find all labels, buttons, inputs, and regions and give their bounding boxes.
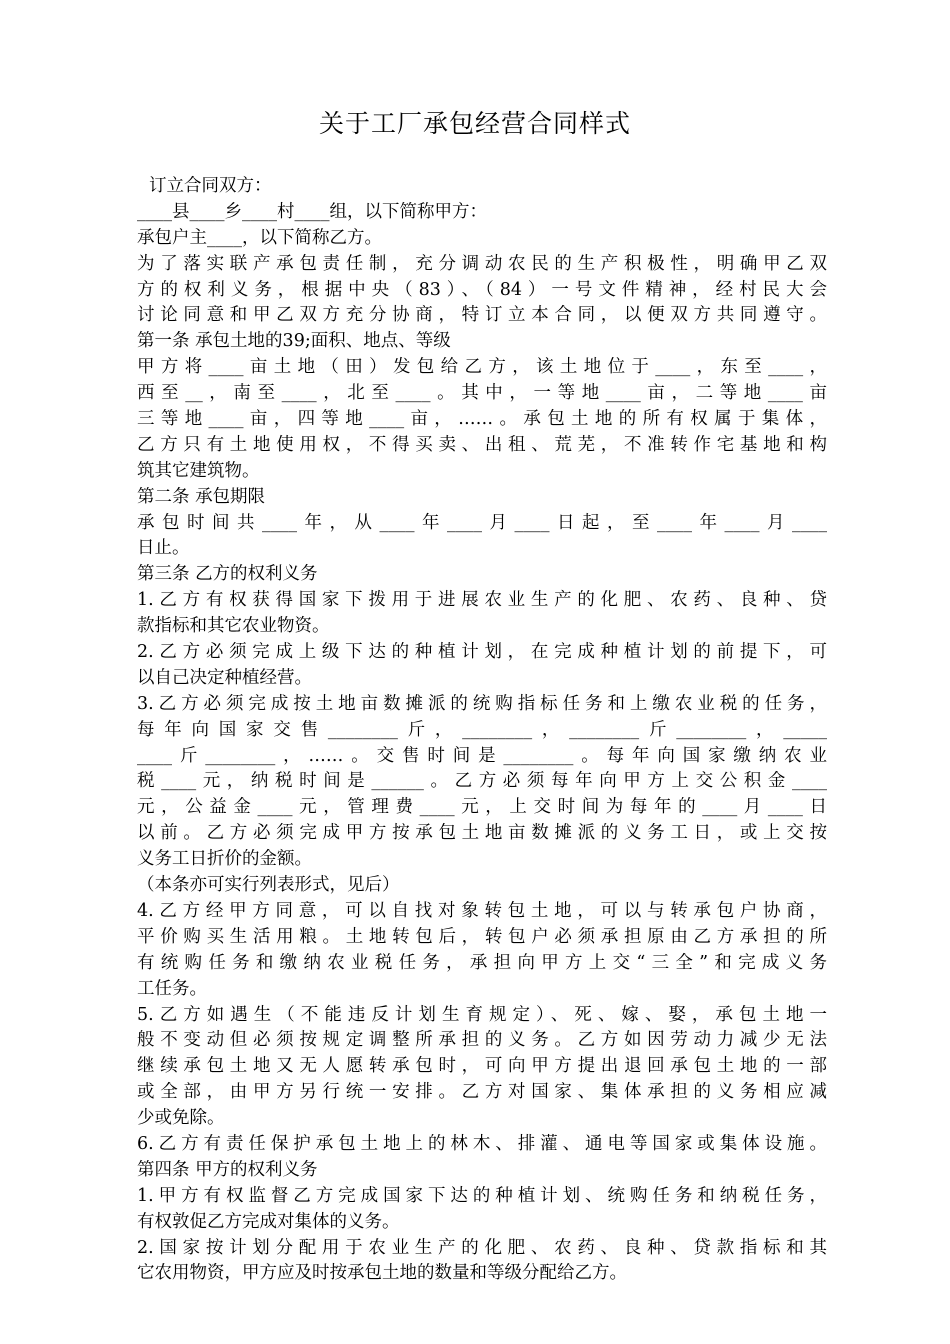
- text-line: 甲方将____亩土地（田）发包给乙方，该土地位于____，东至____，: [137, 357, 827, 378]
- text-line: 每年向国家交售________斤，________，________斤________，_____: [137, 719, 827, 740]
- document-body: [137, 174, 827, 1287]
- text-line: 少或免除。: [137, 1108, 225, 1129]
- text-line: 乙方只有土地使用权，不得买卖、出租、荒芜，不准转作宅基地和构: [137, 434, 827, 455]
- text-line: ____县____乡____村____组，以下简称甲方：: [137, 201, 487, 222]
- text-line: 有统购任务和缴纳农业税任务，承担向甲方上交“三全”和完成义务: [137, 952, 827, 973]
- text-line: 三等地____亩，四等地____亩，……。承包土地的所有权属于集体，: [137, 409, 827, 430]
- text-line: 4.乙方经甲方同意，可以自找对象转包土地，可以与转承包户协商，: [137, 900, 827, 921]
- text-line: 有权敦促乙方完成对集体的义务。: [137, 1211, 400, 1232]
- text-line: 元，公益金____元，管理费____元，上交时间为每年的____月____日: [137, 797, 827, 818]
- text-line: 承包时间共____年，从____年____月____日起，至____年____月____: [137, 512, 827, 533]
- text-line: 以前。乙方必须完成甲方按承包土地亩数摊派的义务工日，或上交按: [137, 823, 827, 844]
- section-heading: 第四条 甲方的权利义务: [137, 1159, 318, 1180]
- text-line: ____斤________，……。交售时间是________。每年向国家缴纳农业: [137, 745, 827, 766]
- text-line: 税____元，纳税时间是______。乙方必须每年向甲方上交公积金____: [137, 771, 827, 792]
- text-line: 般不变动但必须按规定调整所承担的义务。乙方如因劳动力减少无法: [137, 1030, 827, 1051]
- section-heading: 第三条 乙方的权利义务: [137, 564, 318, 585]
- document-title: 关于工厂承包经营合同样式: [318, 109, 631, 138]
- text-line: 1.乙方有权获得国家下拨用于进展农业生产的化肥、农药、良种、贷: [137, 590, 827, 611]
- section-heading: 第二条 承包期限: [137, 486, 266, 507]
- text-line: 2.国家按计划分配用于农业生产的化肥、农药、良种、贷款指标和其: [137, 1237, 827, 1258]
- text-line: 6.乙方有责任保护承包土地上的林木、排灌、通电等国家或集体设施。: [137, 1133, 827, 1154]
- text-line: 5.乙方如遇生（不能违反计划生育规定）、死、嫁、娶，承包土地一: [137, 1004, 827, 1025]
- text-line: 筑其它建筑物。: [137, 460, 260, 481]
- text-line: 为了落实联产承包责任制，充分调动农民的生产积极性，明确甲乙双: [137, 253, 827, 274]
- text-line: 工任务。: [137, 978, 207, 999]
- text-line: 平价购买生活用粮。土地转包后，转包户必须承担原由乙方承担的所: [137, 926, 827, 947]
- text-line: 款指标和其它农业物资。: [137, 616, 330, 637]
- text-line: （本条亦可实行列表形式，见后）: [137, 875, 400, 896]
- text-line: 2.乙方必须完成上级下达的种植计划，在完成种植计划的前提下，可: [137, 642, 827, 663]
- text-line: 承包户主____，以下简称乙方。: [137, 227, 382, 248]
- text-line: 方的权利义务，根据中央（83）、（84）一号文件精神，经村民大会: [137, 279, 827, 300]
- text-line: 它农用物资，甲方应及时按承包土地的数量和等级分配给乙方。: [137, 1263, 627, 1284]
- text-line: 以自己决定种植经营。: [137, 667, 312, 688]
- text-line: 义务工日折价的金额。: [137, 849, 312, 870]
- text-line: 1.甲方有权监督乙方完成国家下达的种植计划、统购任务和纳税任务，: [137, 1185, 827, 1206]
- text-line: 西至__，南至____，北至____。其中，一等地____亩，二等地____亩: [137, 383, 827, 404]
- text-line: 日止。: [137, 538, 190, 559]
- text-line: 继续承包土地又无人愿转承包时，可向甲方提出退回承包土地的一部: [137, 1056, 827, 1077]
- text-line: 订立合同双方：: [149, 176, 272, 196]
- text-line: 或全部，由甲方另行统一安排。乙方对国家、集体承担的义务相应减: [137, 1082, 827, 1103]
- text-line: 3.乙方必须完成按土地亩数摊派的统购指标任务和上缴农业税的任务，: [137, 693, 827, 714]
- section-heading: 第一条 承包土地的39;面积、地点、等级: [137, 331, 451, 352]
- text-line: 讨论同意和甲乙双方充分协商，特订立本合同，以便双方共同遵守。: [137, 305, 827, 326]
